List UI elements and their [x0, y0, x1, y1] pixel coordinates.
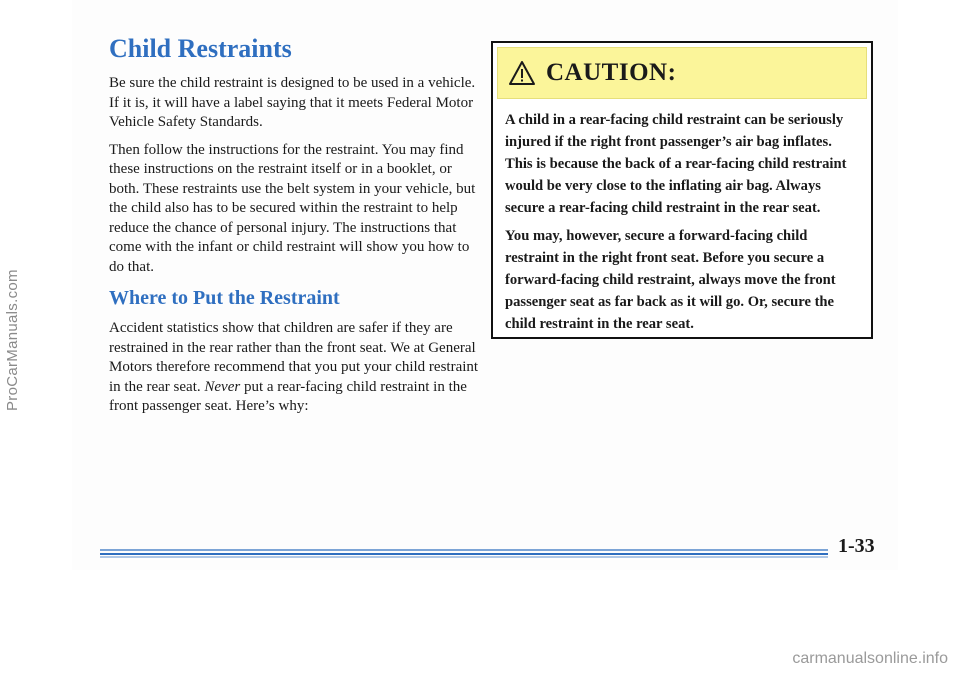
caution-body [505, 109, 861, 341]
placement-text-before: Accident statistics show that children are safer if they are restrained in the rear rather than the front seat. We at General Motors therefore recommend that you put your child restraint in the rear seat. [109, 320, 479, 395]
placement-paragraph [109, 319, 481, 417]
page-number: 1-33 [838, 535, 875, 557]
placement-text-after: put a rear-facing child restraint in the front passenger seat. Here’s why: [109, 378, 467, 414]
caution-paragraph-2: You may, however, secure a forward-facing child restraint in the right front seat. Before you secure a forward-facing child restraint, always move the front passenger seat as far back as it will go. Or, secure the child restraint in the rear seat. [505, 228, 836, 332]
warning-triangle-icon [508, 60, 536, 86]
side-watermark: ProCarManuals.com [4, 269, 21, 411]
emphasis-never: Never [204, 378, 241, 395]
intro-paragraph: Be sure the child restraint is designed to be used in a vehicle. If it is, it will have a label saying that it meets Federal Motor Vehicle Safety Standards. [109, 75, 476, 130]
instructions-paragraph: Then follow the instructions for the restraint. You may find these instructions on the restraint itself or in a booklet, or both. These restraints use the belt system in your vehicle, but the child also has to be secured within the restraint to help reduce the chance of personal injury. The instructions that come with the infant or child restraint will show you how to do that. [109, 141, 476, 275]
subsection-title: Where to Put the Restraint [109, 287, 340, 309]
site-footer: carmanualsonline.info [792, 650, 948, 667]
left-column [109, 34, 481, 425]
caution-header [497, 47, 867, 99]
caution-paragraph-1: A child in a rear-facing child restraint can be seriously injured if the right front passenger’s air bag inflates. This is because the back of a rear-facing child restraint would be very close to the inflating air bag. Always secure a rear-facing child restraint in the rear seat. [505, 112, 847, 216]
caution-label: CAUTION: [546, 59, 677, 86]
section-title: Child Restraints [109, 34, 292, 63]
footer-rule [100, 548, 830, 558]
caution-box [491, 41, 873, 339]
